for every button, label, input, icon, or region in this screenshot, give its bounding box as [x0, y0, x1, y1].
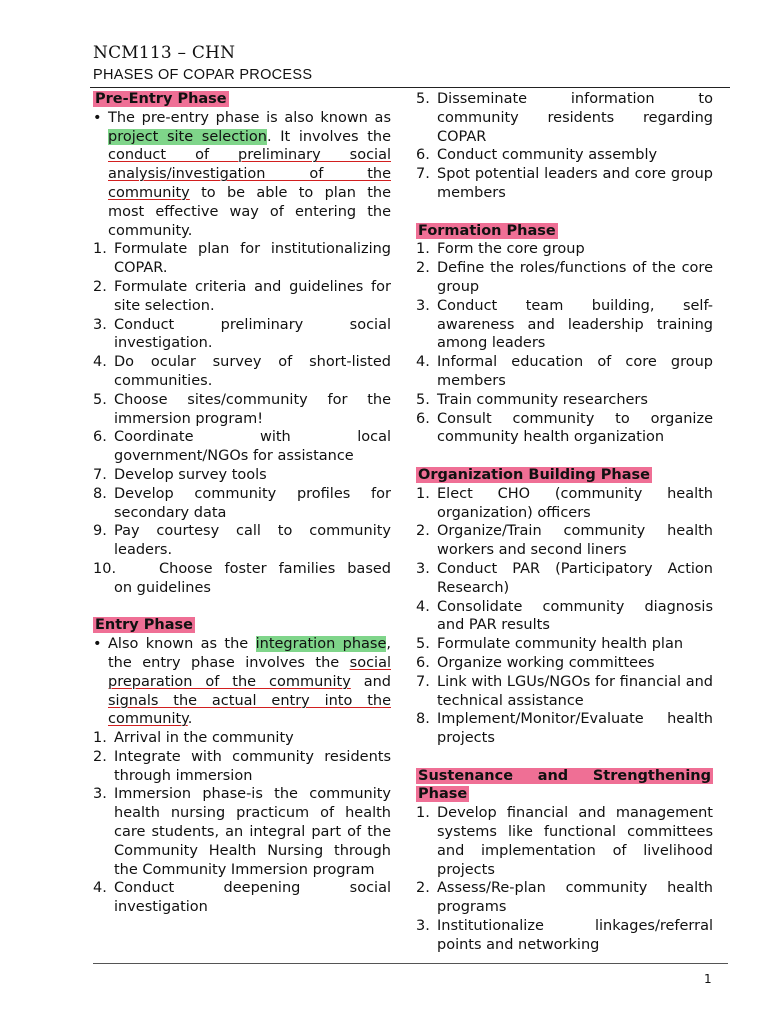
list-item: 1. Develop financial and management systems like functional committees and implementation of livelihood projects — [416, 805, 713, 878]
highlighted-term: integration phase — [255, 636, 387, 653]
page-number: 1 — [704, 972, 712, 986]
organization-building-heading: Organization Building Phase — [418, 466, 651, 483]
entry-heading: Entry Phase — [95, 617, 194, 634]
list-item: 3. Conduct preliminary social investigation. — [93, 316, 391, 352]
pre-entry-heading: Pre-Entry Phase — [95, 91, 227, 107]
list-item: 2. Integrate with community residents through immersion — [93, 748, 391, 784]
list-item: 2. Formulate criteria and guidelines for site selection. — [93, 278, 391, 314]
list-item: 7. Spot potential leaders and core group members — [416, 166, 713, 201]
list-item: 1. Formulate plan for institutionalizing COPAR. — [93, 241, 391, 277]
list-item: 8. Implement/Monitor/Evaluate health projects — [416, 711, 713, 747]
list-item: 3. Immersion phase-is the community health nursing practicum of health care students, an integral part of the Community Health Nursing through the Community Immersion program — [93, 786, 391, 878]
list-item: 2. Define the roles/functions of the core group — [416, 260, 713, 295]
sustenance-heading: Sustenance and Strengthening Phase — [418, 767, 711, 803]
list-item: 5. Disseminate information to community residents regarding COPAR — [416, 91, 713, 145]
list-item: 8. Develop community profiles for secondary data — [93, 485, 391, 521]
bullet-icon: • — [93, 636, 102, 653]
underlined-phrase: signals the actual entry into the community — [108, 692, 391, 728]
list-item: 3. Conduct PAR (Participatory Action Research) — [416, 560, 713, 596]
list-item: 6. Coordinate with local government/NGOs for assistance — [93, 429, 391, 465]
document-subtitle: PHASES OF COPAR PROCESS — [93, 67, 313, 83]
underlined-phrase: social preparation of the community — [108, 654, 391, 690]
entry-steps-part2 — [416, 90, 713, 203]
list-item: 4. Conduct deepening social investigation — [93, 880, 391, 916]
formation-heading: Formation Phase — [418, 222, 556, 239]
underlined-phrase: conduct of preliminary social analysis/investigation of the community — [108, 147, 391, 201]
right-column — [416, 90, 713, 955]
list-item: 2. Assess/Re-plan community health programs — [416, 880, 713, 916]
list-item: 7. Develop survey tools — [93, 466, 267, 483]
list-item: 5. Choose sites/community for the immersion program! — [93, 391, 391, 427]
list-item: 9. Pay courtesy call to community leaders. — [93, 523, 391, 559]
highlighted-term: project site selection — [108, 128, 267, 145]
list-item: 1. Arrival in the community — [93, 730, 294, 747]
list-item: 4. Consolidate community diagnosis and PAR results — [416, 598, 713, 634]
course-title: NCM113 – CHN — [93, 43, 236, 63]
list-item: 5. Train community researchers — [416, 391, 648, 408]
entry-description: • Also known as the integration phase, the entry phase involves the social preparation of the community and signals the actual entry into the community. — [93, 636, 391, 728]
list-item: 6. Consult community to organize community health organization — [416, 410, 713, 446]
organization-building-steps — [416, 485, 713, 748]
list-item: 7. Link with LGUs/NGOs for financial and technical assistance — [416, 673, 713, 709]
list-item: 1. Form the core group — [416, 241, 585, 258]
header-divider — [90, 87, 730, 88]
list-item: 5. Formulate community health plan — [416, 636, 684, 653]
list-item: 4. Informal education of core group members — [416, 354, 713, 389]
pre-entry-description: • The pre-entry phase is also known as project site selection. It involves the conduct of preliminary social analysis/investigation of the community to be able to plan the most effective way of entering the community. — [93, 109, 392, 239]
list-item: 3. Conduct team building, self-awareness and leadership training among leaders — [416, 297, 713, 352]
list-item: 6. Organize working committees — [416, 654, 655, 671]
list-item: 10. Choose foster families based on guidelines — [93, 560, 391, 596]
bullet-icon: • — [93, 109, 102, 126]
list-item: 3. Institutionalize linkages/referral points and networking — [416, 918, 713, 953]
list-item: 1. Elect CHO (community health organization) officers — [416, 485, 713, 521]
sustenance-steps — [416, 804, 713, 954]
list-item: 2. Organize/Train community health workers and second liners — [416, 523, 713, 559]
entry-steps-part1 — [93, 729, 391, 917]
list-item: 4. Do ocular survey of short-listed communities. — [93, 354, 391, 389]
list-item: 6. Conduct community assembly — [416, 147, 658, 164]
formation-steps — [416, 240, 713, 447]
footer-divider — [93, 963, 728, 964]
left-column — [93, 90, 391, 917]
pre-entry-steps — [93, 240, 391, 597]
